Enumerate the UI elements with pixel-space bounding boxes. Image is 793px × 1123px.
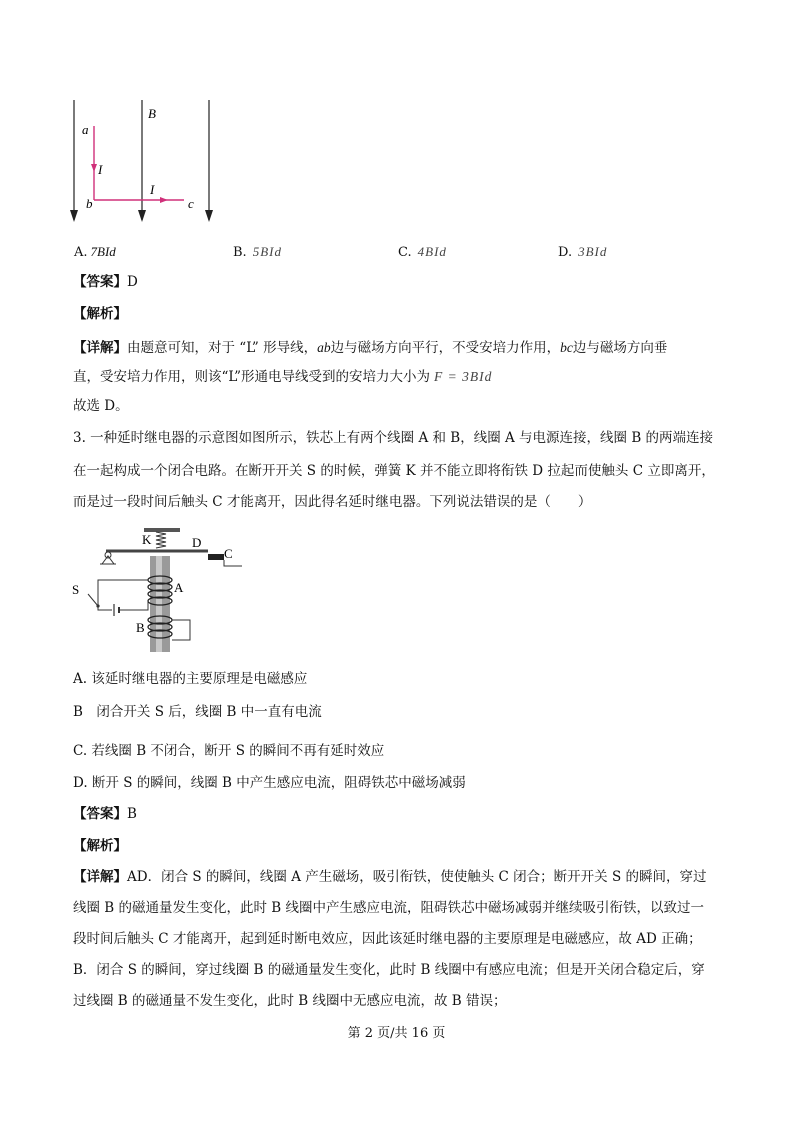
wire-ab-arrow bbox=[91, 164, 97, 172]
q3-stem-line3: 而是过一段时间后触头 C 才能离开，因此得名延时继电器。下列说法错误的是（ ） bbox=[73, 494, 592, 510]
contact-C bbox=[208, 554, 224, 560]
q2-detail-line2: 直，受安培力作用，则该“L”形通电导线受到的安培力大小为 F = 3BId bbox=[73, 369, 493, 385]
pivot-base bbox=[102, 556, 114, 564]
label-B-coil: B bbox=[136, 620, 145, 635]
q3-answer: 【答案】B bbox=[73, 806, 137, 822]
q2-conclusion: 故选 D。 bbox=[73, 398, 129, 414]
circuit-A-wire bbox=[98, 580, 148, 606]
switch-S bbox=[88, 594, 98, 606]
figure-delay-relay-diagram bbox=[66, 522, 250, 654]
q3-detail-line5: 过线圈 B 的磁通量不发生变化，此时 B 线圈中无感应电流，故 B 错误； bbox=[73, 993, 507, 1009]
label-B-field: B bbox=[148, 106, 156, 121]
circuit-A-return bbox=[119, 602, 148, 610]
label-I-vertical: I bbox=[98, 162, 103, 177]
q3-detail-line4: B．闭合 S 的瞬间，穿过线圈 B 的磁通量发生变化，此时 B 线圈中有感应电流；但是开关闭合稳定后，穿 bbox=[73, 962, 705, 978]
label-b: b bbox=[86, 196, 93, 211]
q3-detail-line1: 【详解】AD．闭合 S 的瞬间，线圈 A 产生磁场，吸引衔铁，使使触头 C 闭合；断开开关 S 的瞬间，穿过 bbox=[73, 869, 707, 885]
label-a: a bbox=[82, 122, 89, 137]
q2-analysis-tag: 【解析】 bbox=[73, 306, 127, 322]
circuit-A-bottom bbox=[98, 606, 112, 610]
label-A: A bbox=[174, 580, 184, 595]
q3-stem-line2: 在一起构成一个闭合电路。在断开开关 S 的时候，弹簧 K 并不能立即将衔铁 D 拉起而使触头 C 立即离开， bbox=[73, 463, 715, 479]
q3-option-b: B 闭合开关 S 后，线圈 B 中一直有电流 bbox=[73, 704, 322, 720]
spring-K bbox=[156, 532, 166, 548]
label-I-horizontal: I bbox=[150, 182, 155, 197]
label-S: S bbox=[72, 582, 80, 597]
coil-B-loop bbox=[172, 620, 190, 640]
q2-answer: 【答案】D bbox=[73, 274, 138, 290]
q2-option-c: C. 4BId bbox=[398, 244, 447, 260]
label-K: K bbox=[142, 532, 152, 547]
page-footer: 第 2 页/共 16 页 bbox=[347, 1026, 446, 1041]
q2-detail-line1: 【详解】由题意可知，对于 “L” 形导线，ab边与磁场方向平行，不受安培力作用，bc边与磁场方向垂 bbox=[73, 340, 668, 356]
q3-option-d: D. 断开 S 的瞬间，线圈 B 中产生感应电流，阻碍铁芯中磁场减弱 bbox=[73, 775, 466, 791]
field-arrow-1 bbox=[70, 210, 78, 222]
field-arrow-2 bbox=[138, 210, 146, 222]
q3-option-a: A. 该延时继电器的主要原理是电磁感应 bbox=[73, 671, 308, 687]
q3-stem-line1: 3. 一种延时继电器的示意图如图所示，铁芯上有两个线圈 A 和 B，线圈 A 与电源连接，线圈 B 的两端连接 bbox=[73, 430, 714, 446]
figure-l-wire-diagram bbox=[64, 96, 224, 226]
q2-option-b: B. 5BId bbox=[233, 244, 282, 260]
field-arrow-3 bbox=[205, 210, 213, 222]
wire-bc-arrow bbox=[160, 197, 168, 203]
q3-detail-line2: 线圈 B 的磁通量发生变化，此时 B 线圈中产生感应电流，阻碍铁芯中磁场减弱并继续吸引衔铁，以致过一 bbox=[73, 900, 705, 916]
label-C: C bbox=[224, 546, 233, 561]
q3-analysis-tag: 【解析】 bbox=[73, 838, 127, 854]
label-c: c bbox=[188, 196, 194, 211]
q2-option-a: A. 7BId bbox=[74, 244, 116, 260]
q2-option-d: D. 3BId bbox=[558, 244, 608, 260]
label-D: D bbox=[192, 535, 202, 550]
pivot bbox=[105, 552, 111, 558]
q3-option-c: C. 若线圈 B 不闭合，断开 S 的瞬间不再有延时效应 bbox=[73, 743, 385, 759]
q3-detail-line3: 段时间后触头 C 才能离开，起到延时断电效应，因此该延时继电器的主要原理是电磁感应，故 AD 正确； bbox=[73, 931, 702, 947]
